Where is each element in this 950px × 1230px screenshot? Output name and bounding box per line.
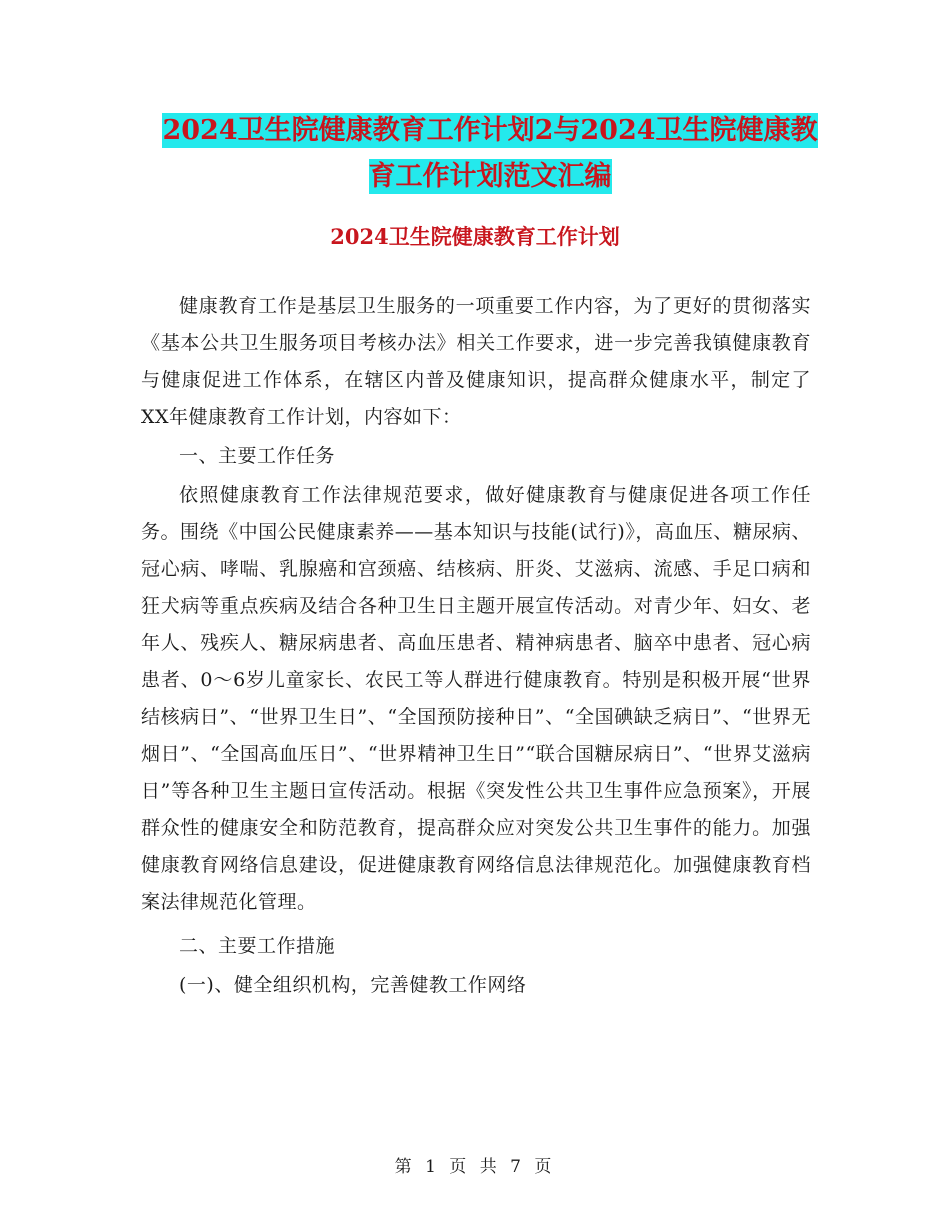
paragraph-intro: 健康教育工作是基层卫生服务的一项重要工作内容，为了更好的贯彻落实《基本公共卫生服务项目考核办法》相关工作要求，进一步完善我镇健康教育与健康促进工作体系，在辖区内普及健康知识，提高群众健康水平，制定了XX年健康教育工作计划，内容如下：: [141, 295, 811, 428]
page-footer: 第 1 页 共 7 页: [394, 1157, 556, 1177]
document-title-line-2: 育工作计划范文汇编: [368, 161, 612, 192]
heading-main-tasks: 一、主要工作任务: [179, 445, 336, 467]
section-title: 2024卫生院健康教育工作计划: [330, 224, 620, 249]
paragraph-main-tasks: 依照健康教育工作法律规范要求，做好健康教育与健康促进各项工作任务。围绕《中国公民健康素养——基本知识与技能(试行)》，高血压、糖尿病、冠心病、哮喘、乳腺癌和宫颈癌、结核病、肝炎、艾滋病、流感、手足口病和狂犬病等重点疾病及结合各种卫生日主题开展宣传活动。对青少年、妇女、老年人、残疾人、糖尿病患者、高血压患者、精神病患者、脑卒中患者、冠心病患者、0～6岁儿童家长、农民工等人群进行健康教育。特别是积极开展“世界结核病日”、“世界卫生日”、“全国预防接种日”、“全国碘缺乏病日”、“世界无烟日”、“全国高血压日”、“世界精神卫生日”“联合国糖尿病日”、“世界艾滋病日”等各种卫生主题日宣传活动。根据《突发性公共卫生事件应急预案》，开展群众性的健康安全和防范教育，提高群众应对突发公共卫生事件的能力。加强健康教育网络信息建设，促进健康教育网络信息法律规范化。加强健康教育档案法律规范化管理。: [141, 484, 811, 913]
subheading-organization: (一)、健全组织机构，完善健教工作网络: [179, 974, 527, 996]
document-title-line-1: 2024卫生院健康教育工作计划2与2024卫生院健康教: [162, 115, 818, 146]
heading-main-measures: 二、主要工作措施: [179, 935, 336, 957]
document-title: [140, 108, 840, 200]
document-body: [141, 288, 811, 1004]
